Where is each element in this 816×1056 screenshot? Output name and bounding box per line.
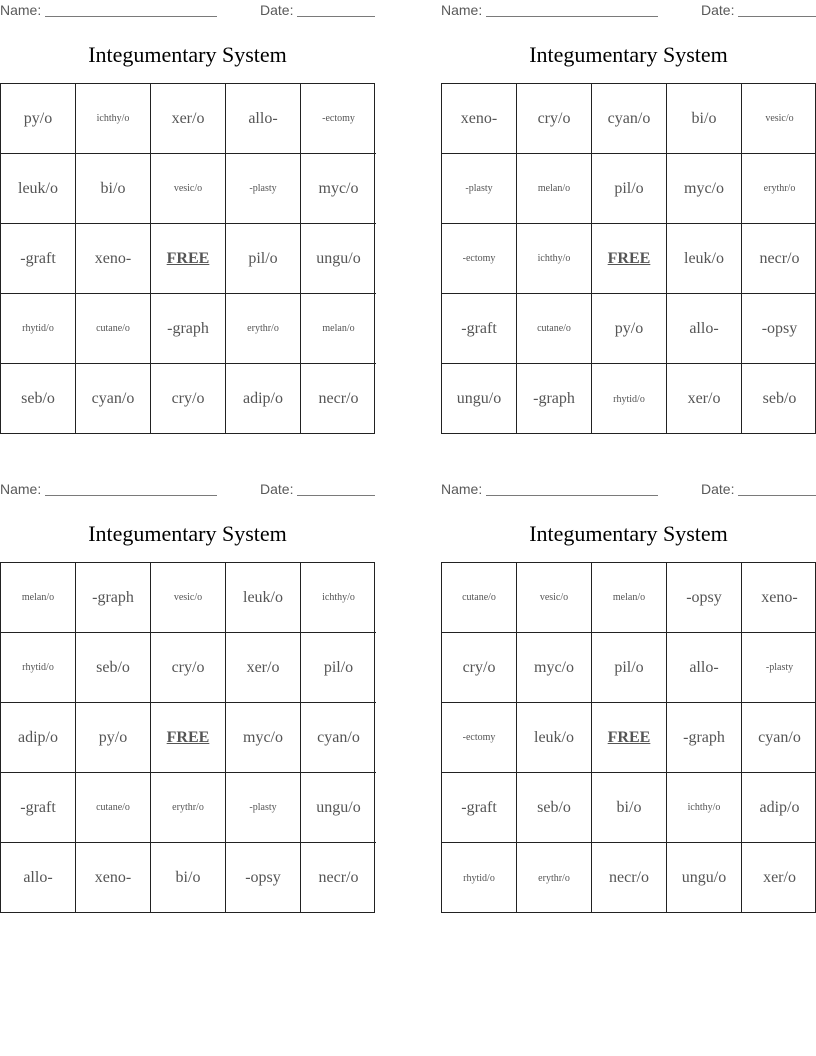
bingo-cell: erythr/o <box>151 773 226 843</box>
bingo-cell: py/o <box>76 703 151 773</box>
bingo-grid <box>441 83 816 434</box>
bingo-cell: cyan/o <box>76 364 151 434</box>
bingo-cell: melan/o <box>1 563 76 633</box>
bingo-cell: vesic/o <box>151 563 226 633</box>
bingo-cell: myc/o <box>667 154 742 224</box>
bingo-cell: necr/o <box>592 843 667 913</box>
bingo-cell: leuk/o <box>517 703 592 773</box>
name-label: Name: <box>441 2 483 18</box>
bingo-cell: xer/o <box>763 869 796 886</box>
bingo-cell: erythr/o <box>742 154 816 224</box>
bingo-cell: pil/o <box>226 224 301 294</box>
bingo-cell: -plasty <box>226 773 301 843</box>
bingo-cell: xer/o <box>226 633 301 703</box>
bingo-cell: cyan/o <box>592 84 667 154</box>
bingo-cell: necr/o <box>318 869 359 886</box>
bingo-cell: xeno- <box>442 84 517 154</box>
bingo-cell: xer/o <box>151 84 226 154</box>
card-header <box>0 2 375 18</box>
bingo-cell: -graph <box>76 563 151 633</box>
bingo-cell: pil/o <box>592 633 667 703</box>
bingo-cell: cutane/o <box>76 773 151 843</box>
bingo-cell: ichthy/o <box>517 224 592 294</box>
date-label: Date: <box>701 2 735 18</box>
bingo-cell: -opsy <box>742 294 816 364</box>
bingo-cell: -graft <box>442 294 517 364</box>
bingo-cell: ungu/o <box>301 773 376 843</box>
bingo-cell: -graft <box>1 224 76 294</box>
bingo-cell: xeno- <box>742 563 816 633</box>
free-space: FREE <box>592 224 667 294</box>
bingo-grid <box>0 83 375 434</box>
date-field[interactable] <box>297 16 375 17</box>
bingo-cell: adip/o <box>1 703 76 773</box>
bingo-cell: -graph <box>151 294 226 364</box>
bingo-cell: rhytid/o <box>592 364 667 434</box>
bingo-cell: vesic/o <box>742 84 816 154</box>
bingo-cell: -opsy <box>226 843 301 913</box>
bingo-cell: seb/o <box>517 773 592 843</box>
bingo-cell: -graph <box>517 364 592 434</box>
bingo-cell: erythr/o <box>517 843 592 913</box>
bingo-cell: xer/o <box>667 364 742 434</box>
bingo-cell: ichthy/o <box>667 773 742 843</box>
bingo-cell: -graph <box>667 703 742 773</box>
bingo-cell: seb/o <box>76 633 151 703</box>
bingo-cell: cry/o <box>442 633 517 703</box>
bingo-cell: ungu/o <box>442 364 517 434</box>
bingo-cell: rhytid/o <box>442 843 517 913</box>
bingo-cell: seb/o <box>762 390 797 407</box>
bingo-cell: allo- <box>667 633 742 703</box>
bingo-cell: vesic/o <box>151 154 226 224</box>
card-title: Integumentary System <box>529 521 728 546</box>
bingo-cell: myc/o <box>517 633 592 703</box>
name-label: Name: <box>0 481 42 497</box>
free-space: FREE <box>151 703 226 773</box>
card-title: Integumentary System <box>529 42 728 67</box>
bingo-cell: melan/o <box>301 294 376 364</box>
bingo-grid <box>0 562 375 913</box>
bingo-cell: cry/o <box>151 633 226 703</box>
date-label: Date: <box>260 481 294 497</box>
name-field[interactable] <box>45 16 217 17</box>
bingo-cell: melan/o <box>517 154 592 224</box>
bingo-cell: cyan/o <box>742 703 816 773</box>
name-field[interactable] <box>45 495 217 496</box>
free-space: FREE <box>592 703 667 773</box>
bingo-cell: melan/o <box>592 563 667 633</box>
bingo-grid <box>441 562 816 913</box>
bingo-cell: -plasty <box>226 154 301 224</box>
card-header <box>441 481 816 497</box>
card-header <box>0 481 375 497</box>
bingo-cell: py/o <box>1 84 76 154</box>
name-field[interactable] <box>486 16 658 17</box>
bingo-cell: -ectomy <box>442 703 517 773</box>
bingo-card <box>0 479 375 919</box>
card-header <box>441 2 816 18</box>
bingo-cell: myc/o <box>226 703 301 773</box>
bingo-cell: allo- <box>1 843 76 913</box>
bingo-cell: cry/o <box>151 364 226 434</box>
bingo-cell: cyan/o <box>301 703 376 773</box>
name-label: Name: <box>0 2 42 18</box>
bingo-cell: -opsy <box>667 563 742 633</box>
bingo-cell: ichthy/o <box>76 84 151 154</box>
bingo-cell: erythr/o <box>226 294 301 364</box>
name-field[interactable] <box>486 495 658 496</box>
bingo-cell: seb/o <box>1 364 76 434</box>
date-field[interactable] <box>738 16 816 17</box>
bingo-cell: leuk/o <box>667 224 742 294</box>
bingo-cell: leuk/o <box>226 563 301 633</box>
bingo-cell: allo- <box>226 84 301 154</box>
bingo-cell: cry/o <box>517 84 592 154</box>
bingo-cell: -plasty <box>442 154 517 224</box>
bingo-cell: pil/o <box>592 154 667 224</box>
bingo-cell: adip/o <box>742 773 816 843</box>
bingo-cell: xeno- <box>76 224 151 294</box>
date-field[interactable] <box>738 495 816 496</box>
bingo-cell: cutane/o <box>76 294 151 364</box>
bingo-cell: bi/o <box>76 154 151 224</box>
bingo-card <box>441 0 816 440</box>
date-label: Date: <box>260 2 294 18</box>
bingo-cell: bi/o <box>151 843 226 913</box>
bingo-cell: -plasty <box>742 633 816 703</box>
date-field[interactable] <box>297 495 375 496</box>
bingo-cell: cutane/o <box>517 294 592 364</box>
bingo-cell: vesic/o <box>517 563 592 633</box>
free-space: FREE <box>151 224 226 294</box>
bingo-cell: py/o <box>592 294 667 364</box>
bingo-cell: cutane/o <box>442 563 517 633</box>
bingo-cell: rhytid/o <box>1 294 76 364</box>
bingo-cell: -graft <box>442 773 517 843</box>
bingo-cell: xeno- <box>76 843 151 913</box>
bingo-cell: ichthy/o <box>301 563 376 633</box>
bingo-cell: -ectomy <box>442 224 517 294</box>
bingo-cell: leuk/o <box>1 154 76 224</box>
name-label: Name: <box>441 481 483 497</box>
bingo-cell: allo- <box>667 294 742 364</box>
date-label: Date: <box>701 481 735 497</box>
bingo-cell: adip/o <box>226 364 301 434</box>
bingo-cell: ungu/o <box>301 224 376 294</box>
card-title: Integumentary System <box>88 42 287 67</box>
bingo-cell: rhytid/o <box>1 633 76 703</box>
card-title: Integumentary System <box>88 521 287 546</box>
bingo-cell: -ectomy <box>301 84 376 154</box>
bingo-cell: ungu/o <box>667 843 742 913</box>
bingo-cell: pil/o <box>301 633 376 703</box>
bingo-cell: bi/o <box>592 773 667 843</box>
bingo-cell: bi/o <box>667 84 742 154</box>
bingo-cell: necr/o <box>318 390 359 407</box>
bingo-cell: -graft <box>1 773 76 843</box>
bingo-card <box>441 479 816 919</box>
bingo-cell: necr/o <box>742 224 816 294</box>
bingo-cell: myc/o <box>301 154 376 224</box>
bingo-card <box>0 0 375 440</box>
